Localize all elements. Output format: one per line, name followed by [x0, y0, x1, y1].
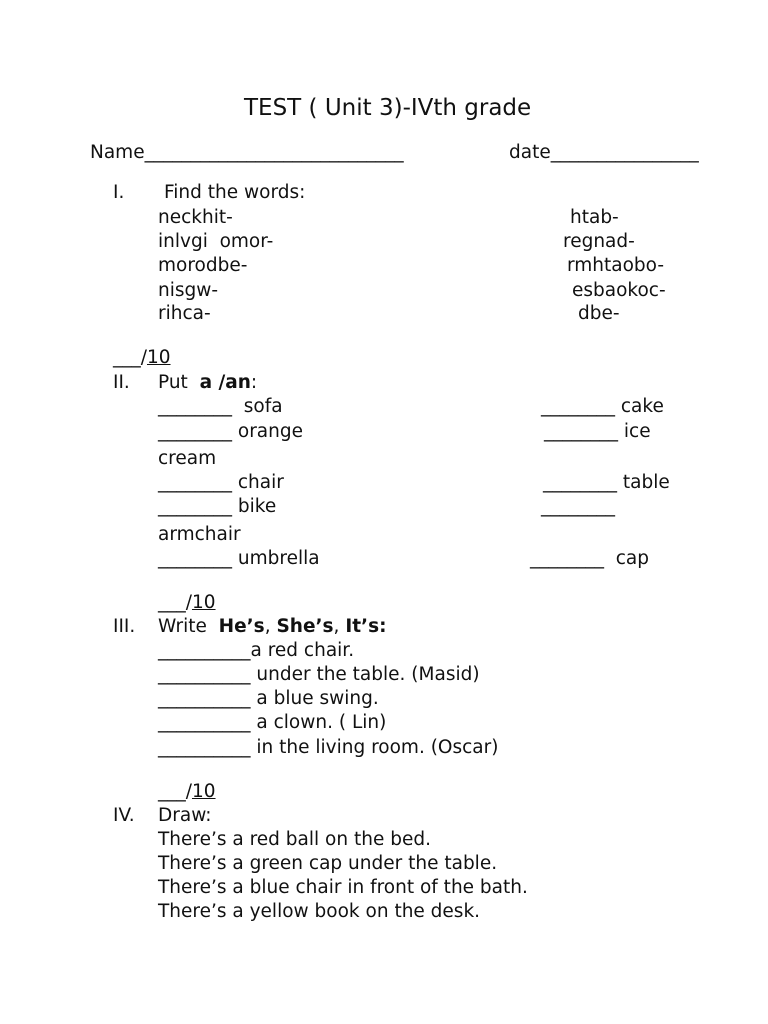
date-label: date	[509, 142, 551, 163]
instruction-prefix: Put	[158, 372, 200, 393]
word-right-1: htab-	[570, 207, 619, 228]
score-blank: ___/	[158, 592, 192, 613]
article-left-5: ________ bike	[158, 496, 277, 517]
score-total: 10	[191, 781, 216, 802]
name-label: Name	[90, 142, 145, 163]
word-left-1: neckhit-	[158, 207, 233, 228]
section-2-score	[158, 592, 216, 614]
section-4-numeral: IV.	[113, 805, 135, 826]
write-item-4: __________ a clown. ( Lin)	[158, 712, 387, 733]
article-right-2: ________ ice	[544, 421, 651, 442]
word-right-2: regnad-	[563, 231, 635, 252]
separator: ,	[333, 616, 346, 637]
word-right-3: rmhtaobo-	[567, 255, 665, 276]
instruction-prefix: Write	[158, 616, 219, 637]
page-title: TEST ( Unit 3)-IVth grade	[244, 95, 532, 121]
write-item-1: __________a red chair.	[158, 640, 355, 661]
draw-item-2: There’s a green cap under the table.	[158, 853, 498, 874]
section-3-instruction	[158, 616, 386, 638]
article-right-5: ________ cap	[530, 548, 650, 569]
section-1-numeral: I.	[113, 182, 125, 203]
write-item-2: __________ under the table. (Masid)	[158, 664, 480, 685]
option-shes: She’s	[276, 616, 334, 637]
option-hes: He’s	[218, 616, 265, 637]
word-left-4: nisgw-	[158, 280, 219, 301]
separator: ,	[264, 616, 277, 637]
write-item-3: __________ a blue swing.	[158, 688, 379, 709]
instruction-suffix: :	[250, 372, 258, 393]
section-2-numeral: II.	[113, 372, 130, 393]
draw-item-4: There’s a yellow book on the desk.	[158, 901, 481, 922]
article-right-4: ________	[541, 496, 615, 517]
score-total: 10	[146, 347, 171, 368]
score-total: 10	[191, 592, 216, 613]
article-left-2: ________ orange	[158, 421, 303, 442]
date-field	[509, 142, 699, 164]
date-blank: ________________	[550, 142, 699, 163]
instruction-bold: a /an	[199, 372, 251, 393]
section-1-score	[113, 347, 171, 369]
name-field	[90, 142, 404, 164]
name-blank: ____________________________	[144, 142, 404, 163]
word-left-2: inlvgi omor-	[158, 231, 274, 252]
draw-item-1: There’s a red ball on the bed.	[158, 829, 431, 850]
article-left-1: ________ sofa	[158, 396, 283, 417]
section-1-instruction: Find the words:	[164, 182, 306, 203]
article-left-6: armchair	[158, 524, 241, 545]
word-left-5: rihca-	[158, 303, 211, 324]
section-3-score	[158, 781, 216, 803]
word-left-3: morodbe-	[158, 255, 248, 276]
section-3-numeral: III.	[113, 616, 136, 637]
section-2-instruction	[158, 372, 257, 394]
draw-item-3: There’s a blue chair in front of the bath.	[158, 877, 528, 898]
word-right-5: dbe-	[578, 303, 620, 324]
option-its: It’s:	[345, 616, 387, 637]
article-left-3: cream	[158, 448, 217, 469]
article-right-1: ________ cake	[541, 396, 664, 417]
write-item-5: __________ in the living room. (Oscar)	[158, 737, 499, 758]
section-4-instruction: Draw:	[158, 805, 212, 826]
article-right-3: ________ table	[543, 472, 670, 493]
article-left-4: ________ chair	[158, 472, 284, 493]
score-blank: ___/	[113, 347, 147, 368]
article-left-7: ________ umbrella	[158, 548, 320, 569]
word-right-4: esbaokoc-	[572, 280, 666, 301]
score-blank: ___/	[158, 781, 192, 802]
